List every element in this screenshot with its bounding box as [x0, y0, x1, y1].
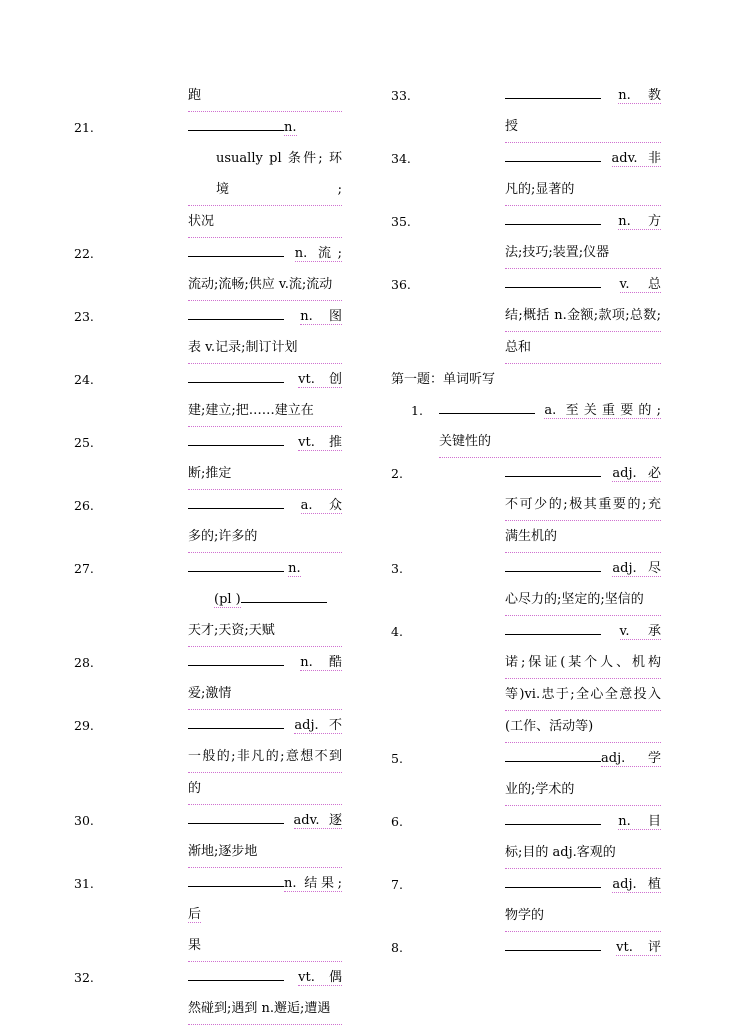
list-item: [391, 206, 671, 269]
gloss-line: 果: [188, 930, 342, 962]
gloss-line: 多的;许多的: [188, 521, 342, 553]
answer-blank[interactable]: [505, 618, 601, 635]
gloss-line: a. 至关重要的;: [544, 403, 661, 418]
gloss-line: adv. 非: [611, 151, 661, 166]
item-number: 23.: [74, 309, 94, 324]
section-title: 第一题：单词听写: [391, 372, 496, 387]
item-number: 4.: [391, 624, 403, 639]
list-item: [74, 80, 354, 112]
answer-blank[interactable]: [505, 555, 601, 572]
answer-blank[interactable]: [188, 240, 284, 257]
gloss-line: adj. 植: [612, 877, 661, 892]
answer-blank[interactable]: [505, 82, 601, 99]
list-item: [391, 458, 671, 553]
gloss-line: 凡的;显著的: [505, 174, 661, 206]
gloss-line: 表 v.记录;制订计划: [188, 332, 342, 364]
item-number: 6.: [391, 814, 403, 829]
gloss-line: n. 图: [300, 309, 342, 324]
gloss-line: n. 目: [618, 814, 661, 829]
gloss-line: 诺;保证(某个人、机构: [505, 647, 661, 679]
list-item: [74, 112, 354, 238]
gloss-line: n.: [288, 561, 301, 576]
item-number: 26.: [74, 498, 94, 513]
gloss-line: v. 总: [619, 277, 661, 292]
gloss-line: 渐地;逐步地: [188, 836, 342, 868]
gloss-line: vt. 推: [298, 435, 342, 450]
gloss-line: adj. 尽: [612, 561, 661, 576]
gloss-line: usually pl 条件; 环境;: [188, 143, 342, 206]
gloss-line: 业的;学术的: [505, 774, 661, 806]
list-item: [391, 743, 671, 806]
list-item: [391, 932, 671, 963]
gloss-line: (pl ): [214, 592, 241, 607]
gloss-line: 状况: [188, 206, 342, 238]
gloss-line: n. 酷: [300, 655, 342, 670]
list-item: [391, 553, 671, 616]
item-number: 22.: [74, 246, 94, 261]
item-number: 27.: [74, 561, 94, 576]
answer-blank[interactable]: [188, 555, 284, 572]
answer-blank[interactable]: [188, 712, 284, 729]
item-number: 31.: [74, 876, 94, 891]
list-item: [74, 301, 354, 364]
gloss-line: 爱;激情: [188, 678, 342, 710]
gloss-line: vt. 评: [616, 940, 661, 955]
list-item: [391, 395, 671, 458]
gloss-line: 授: [505, 111, 661, 143]
gloss-line: 建;建立;把……建立在: [188, 395, 342, 427]
gloss-line: a. 众: [300, 498, 342, 513]
list-item: [74, 490, 354, 553]
answer-blank[interactable]: [188, 649, 284, 666]
item-number: 5.: [391, 751, 403, 766]
item-number: 21.: [74, 120, 94, 135]
gloss-line: 的: [188, 773, 342, 805]
gloss-line: adv. 逐: [293, 813, 342, 828]
list-item: [74, 805, 354, 868]
gloss-line: adj. 不: [294, 718, 342, 733]
item-number: 32.: [74, 970, 94, 985]
gloss-line: 满生机的: [505, 521, 661, 553]
gloss-line: 物学的: [505, 900, 661, 932]
answer-blank[interactable]: [188, 429, 284, 446]
gloss-line: 一般的;非凡的;意想不到: [188, 741, 342, 773]
gloss-line: 天才;天资;天赋: [188, 615, 342, 647]
gloss-line: v. 承: [619, 624, 661, 639]
gloss-line: 不可少的;极其重要的;充: [505, 489, 661, 521]
answer-blank[interactable]: [188, 303, 284, 320]
answer-blank[interactable]: [188, 114, 284, 131]
list-item: [74, 427, 354, 490]
list-item: [391, 269, 671, 364]
gloss-line: n.: [284, 120, 297, 135]
item-number: 30.: [74, 813, 94, 828]
list-item: [391, 616, 671, 743]
answer-blank[interactable]: [505, 745, 601, 762]
right-column: [391, 80, 671, 963]
list-item: [74, 553, 354, 647]
answer-blank[interactable]: [505, 808, 601, 825]
item-number: 36.: [391, 277, 411, 292]
list-item: [74, 238, 354, 301]
gloss-line: 法;技巧;装置;仪器: [505, 237, 661, 269]
gloss-line: n. 方: [618, 214, 661, 229]
list-item: [74, 962, 354, 1025]
list-item: [74, 710, 354, 805]
list-item: [391, 869, 671, 932]
gloss-line: 标;目的 adj.客观的: [505, 837, 661, 869]
list-item: [74, 647, 354, 710]
gloss-line: 结;概括 n.金额;款项;总数;: [505, 300, 661, 332]
item-number: 33.: [391, 88, 411, 103]
answer-blank[interactable]: [188, 964, 284, 981]
item-number: 7.: [391, 877, 403, 892]
item-number: 25.: [74, 435, 94, 450]
item-number: 8.: [391, 940, 403, 955]
gloss-line: n. 结果;后: [188, 876, 342, 922]
gloss-line: vt. 创: [298, 372, 342, 387]
item-number: 29.: [74, 718, 94, 733]
item-number: 34.: [391, 151, 411, 166]
item-number: 24.: [74, 372, 94, 387]
item-number: 28.: [74, 655, 94, 670]
list-item: [74, 364, 354, 427]
gloss-line: adj. 必: [612, 466, 661, 481]
left-column: [74, 80, 354, 1025]
answer-blank[interactable]: [505, 145, 601, 162]
gloss-line: 流动;流畅;供应 v.流;流动: [188, 269, 342, 301]
item-number: 3.: [391, 561, 403, 576]
answer-blank[interactable]: [188, 366, 284, 383]
answer-blank[interactable]: [505, 871, 601, 888]
answer-blank[interactable]: [439, 397, 535, 414]
gloss-line: 总和: [505, 332, 661, 364]
gloss-line: n. 流;: [294, 246, 342, 261]
item-number: 2.: [391, 466, 403, 481]
gloss-line: adj. 学: [601, 751, 661, 766]
answer-blank[interactable]: [188, 870, 284, 887]
answer-blank[interactable]: [188, 807, 284, 824]
list-item: [391, 806, 671, 869]
list-item: [391, 143, 671, 206]
answer-blank[interactable]: [505, 208, 601, 225]
gloss-line: (工作、活动等): [505, 711, 661, 743]
gloss-line: 等)vi.忠于;全心全意投入: [505, 679, 661, 711]
list-item: [74, 868, 354, 962]
gloss-line: 然碰到;遇到 n.邂逅;遭遇: [188, 993, 342, 1025]
gloss-line: vt. 偶: [298, 970, 342, 985]
item-number: 35.: [391, 214, 411, 229]
gloss-line: n. 教: [618, 88, 661, 103]
gloss-line: 心尽力的;坚定的;坚信的: [505, 584, 661, 616]
answer-blank[interactable]: [188, 492, 284, 509]
gloss-line: 断;推定: [188, 458, 342, 490]
gloss-line: 跑: [188, 80, 342, 112]
answer-blank[interactable]: [505, 934, 601, 951]
answer-blank[interactable]: [505, 460, 601, 477]
answer-blank[interactable]: [505, 271, 601, 288]
item-number: 1.: [411, 403, 423, 418]
gloss-line: 关键性的: [439, 426, 661, 458]
plural-blank[interactable]: [241, 588, 327, 603]
list-item: [391, 80, 671, 143]
